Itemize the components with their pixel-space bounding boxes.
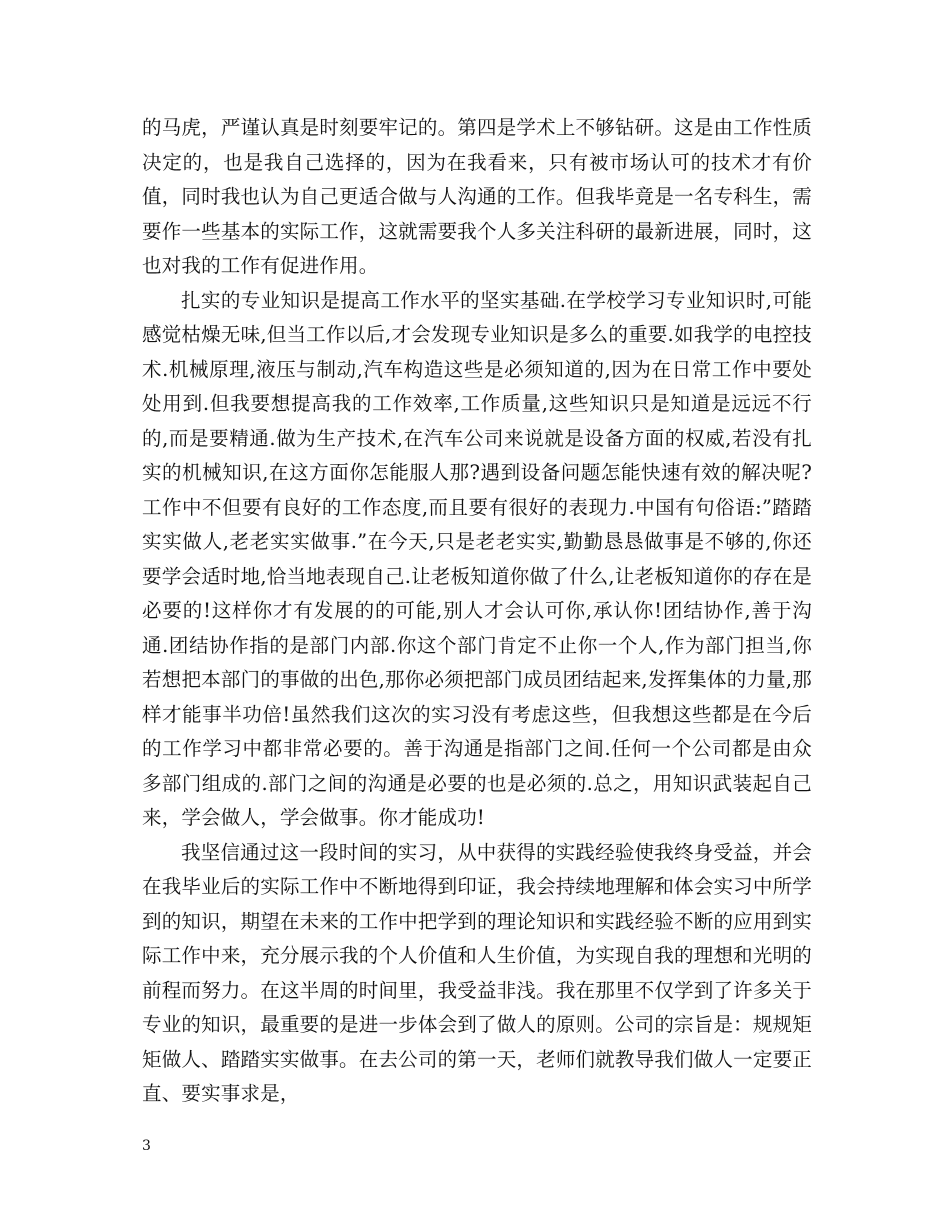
page-number: 3 xyxy=(142,1138,151,1154)
paragraph-internship-conclusion: 我坚信通过这一段时间的实习，从中获得的实践经验使我终身受益，并会在我毕业后的实际工作中不断地得到印证，我会持续地理解和体会实习中所学到的知识，期望在未来的工作中把学到的理论知识和实践经验不断的应用到实际工作中来，充分展示我的个人价值和人生价值，为实现自我的理想和光明的前程而努力。在这半周的时间里，我受益非浅。我在那里不仅学到了许多关于专业的知识，最重要的是进一步体会到了做人的原则。公司的宗旨是：规规矩矩做人、踏踏实实做事。在去公司的第一天，老师们就教导我们做人一定要正直、要实事求是， xyxy=(142,840,812,1105)
paragraph-professional-knowledge: 扎实的专业知识是提高工作水平的坚实基础.在学校学习专业知识时,可能感觉枯燥无味,但当工作以后,才会发现专业知识是多么的重要.如我学的电控技术.机械原理,液压与制动,汽车构造这些是必须知道的,因为在日常工作中要处处用到.但我要想提高我的工作效率,工作质量,这些知识只是知道是远远不行的,而是要精通.做为生产技术,在汽车公司来说就是设备方面的权威,若没有扎实的机械知识,在这方面你怎能服人那?遇到设备问题怎能快速有效的解决呢?工作中不但要有良好的工作态度,而且要有很好的表现力.中国有句俗语:”踏踏实实做人,老老实实做事.”在今天,只是老老实实,勤勤恳恳做事是不够的,你还要学会适时地,恰当地表现自己.让老板知道你做了什么,让老板知道你的存在是必要的!这样你才有发展的的可能,别人才会认可你,承认你!团结协作,善于沟通.团结协作指的是部门内部.你这个部门肯定不止你一个人,作为部门担当,你若想把本部门的事做的出色,那你必须把部门成员团结起来,发挥集体的力量,那样才能事半功倍!虽然我们这次的实习没有考虑这些，但我想这些都是在今后的工作学习中都非常必要的。善于沟通是指部门之间.任何一个公司都是由众多部门组成的.部门之间的沟通是必要的也是必须的.总之，用知识武装起自己来，学会做人，学会做事。你才能成功! xyxy=(142,288,812,829)
paragraph-continued: 的马虎，严谨认真是时刻要牢记的。第四是学术上不够钻研。这是由工作性质决定的，也是我自己选择的，因为在我看来，只有被市场认可的技术才有价值，同时我也认为自己更适合做与人沟通的工作。但我毕竟是一名专科生，需要作一些基本的实际工作，这就需要我个人多关注科研的最新进展，同时，这也对我的工作有促进作用。 xyxy=(142,116,812,277)
document-body xyxy=(142,111,812,1112)
